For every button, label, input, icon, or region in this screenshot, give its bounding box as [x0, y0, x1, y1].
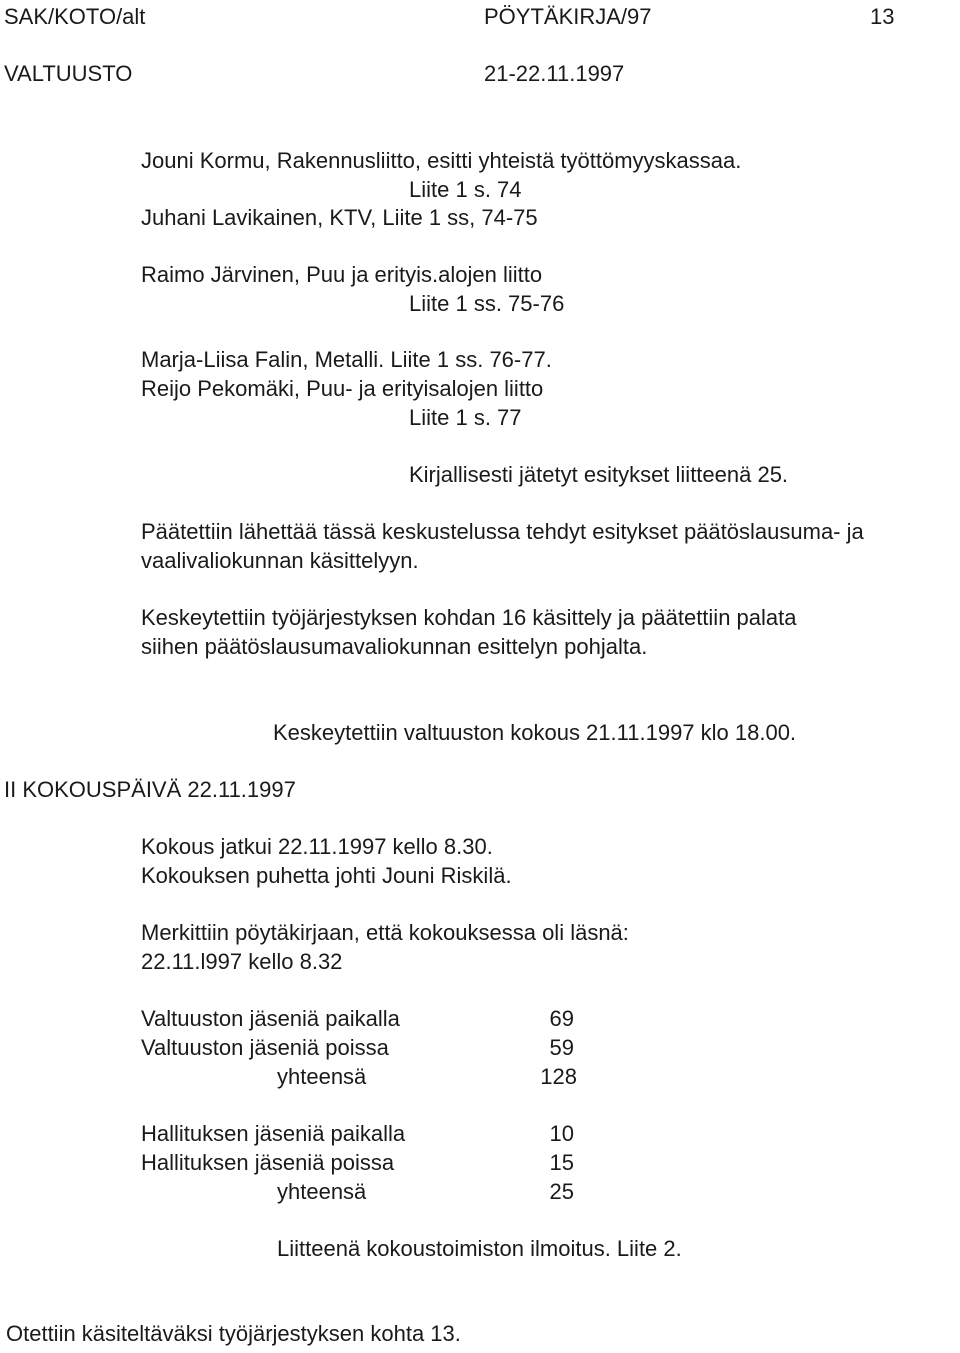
speaker-ref: Liite 1 ss. 75-76 [409, 291, 565, 316]
attendance-note-line-1: Merkittiin pöytäkirjaan, että kokouksessa oli läsnä: [141, 920, 629, 945]
board-value: 15 [549, 1150, 574, 1175]
meeting-resumed-line-2: Kokouksen puhetta johti Jouni Riskilä. [141, 863, 512, 888]
council-label: Valtuuston jäseniä paikalla [141, 1006, 400, 1031]
section-heading: II KOKOUSPÄIVÄ 22.11.1997 [4, 777, 296, 802]
decision-1-line-1: Päätettiin lähettää tässä keskustelussa tehdyt esitykset päätöslausuma- ja [141, 519, 864, 544]
council-value: 59 [549, 1035, 574, 1060]
board-total-value: 25 [549, 1179, 574, 1204]
speaker-ref: Liite 1 s. 74 [409, 177, 522, 202]
board-total-label: yhteensä [277, 1179, 367, 1204]
speaker-line: Raimo Järvinen, Puu ja erityis.alojen liitto [141, 262, 543, 287]
header-page-number: 13 [870, 4, 895, 29]
meeting-resumed-line-1: Kokous jatkui 22.11.1997 kello 8.30. [141, 834, 493, 859]
council-total-value: 128 [540, 1064, 577, 1089]
header-org: SAK/KOTO/alt [4, 4, 146, 29]
board-label: Hallituksen jäseniä paikalla [141, 1121, 406, 1146]
speaker-line: Jouni Kormu, Rakennusliitto, esitti yhteistä työttömyyskassaa. [141, 148, 742, 173]
written-proposals-note: Kirjallisesti jätetyt esitykset liitteenä 25. [409, 462, 789, 487]
board-label: Hallituksen jäseniä poissa [141, 1150, 395, 1175]
header-doc-type: PÖYTÄKIRJA/97 [484, 4, 652, 29]
header-date: 21-22.11.1997 [484, 61, 625, 86]
decision-2-line-1: Keskeytettiin työjärjestyksen kohdan 16 käsittely ja päätettiin palata [141, 605, 797, 630]
decision-2-line-2: siihen päätöslausumavaliokunnan esittelyn pohjalta. [141, 634, 648, 659]
speaker-line: Marja-Liisa Falin, Metalli. Liite 1 ss. 76-77. [141, 347, 552, 372]
meeting-adjourned: Keskeytettiin valtuuston kokous 21.11.1997 klo 18.00. [273, 720, 797, 745]
footer-note: Otettiin käsiteltäväksi työjärjestyksen kohta 13. [6, 1321, 461, 1346]
council-label: Valtuuston jäseniä poissa [141, 1035, 389, 1060]
speaker-line: Reijo Pekomäki, Puu- ja erityisalojen liitto [141, 376, 544, 401]
header-body: VALTUUSTO [4, 61, 133, 86]
council-total-label: yhteensä [277, 1064, 367, 1089]
council-value: 69 [549, 1006, 574, 1031]
speaker-line: Juhani Lavikainen, KTV, Liite 1 ss, 74-75 [141, 205, 538, 230]
attachment-note: Liitteenä kokoustoimiston ilmoitus. Liite 2. [277, 1236, 682, 1261]
attendance-note-line-2: 22.11.l997 kello 8.32 [141, 949, 343, 974]
speaker-ref: Liite 1 s. 77 [409, 405, 522, 430]
board-value: 10 [549, 1121, 574, 1146]
decision-1-line-2: vaalivaliokunnan käsittelyyn. [141, 548, 419, 573]
